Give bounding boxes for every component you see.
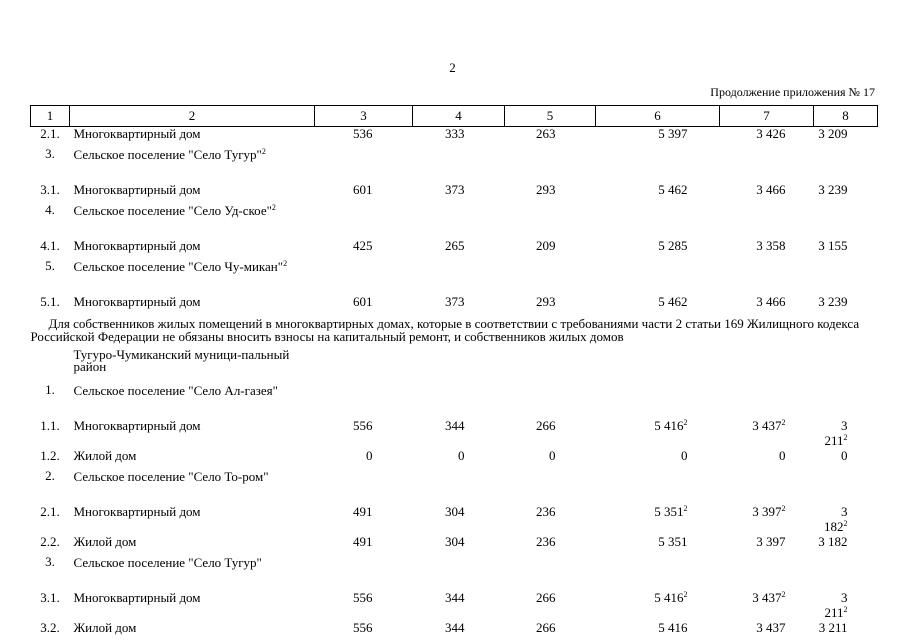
row-name <box>70 505 315 535</box>
table-row <box>31 295 878 315</box>
value-cell-8 <box>814 147 878 183</box>
row-name <box>70 449 315 469</box>
value-cell-7 <box>720 591 814 621</box>
value-cell-7 <box>720 419 814 449</box>
value-cell-3 <box>315 621 413 641</box>
row-name-text: Сельское поселение "Село Тугур" <box>73 147 262 162</box>
table-row <box>31 469 878 505</box>
value-cell-6 <box>596 591 720 621</box>
value-text: 3 358 <box>756 238 786 253</box>
value-text: 556 <box>353 589 373 605</box>
row-number-text: 3.1. <box>40 589 60 605</box>
value-text: 5 416 <box>658 619 688 635</box>
value-text: 3 397 <box>752 503 782 519</box>
row-name-text: Тугуро-Чумиканский муници-пальный район <box>73 347 290 374</box>
table-row <box>31 591 878 621</box>
value-cell-8 <box>814 469 878 505</box>
note-row <box>31 315 878 347</box>
value-cell-8 <box>814 621 878 641</box>
value-cell-3 <box>315 203 413 239</box>
value-text: 5 462 <box>658 294 688 309</box>
value-cell-6 <box>596 347 720 383</box>
value-cell-7 <box>720 383 814 419</box>
value-text: 304 <box>445 533 465 549</box>
footnote-marker: 2 <box>283 259 288 268</box>
value-cell-3 <box>315 347 413 383</box>
row-name-text: Многоквартирный дом <box>73 418 201 433</box>
value-cell-4 <box>413 203 505 239</box>
row-number <box>31 535 70 555</box>
value-cell-4 <box>413 419 505 449</box>
value-text: 0 <box>841 447 848 463</box>
row-number-text: 1. <box>45 382 55 397</box>
row-name <box>70 127 315 148</box>
table-note-section <box>31 315 878 347</box>
row-name-text: Многоквартирный дом <box>73 294 201 309</box>
row-number <box>31 147 70 183</box>
value-cell-3 <box>315 259 413 295</box>
row-name-text: Сельское поселение "Село То-ром" <box>73 468 269 484</box>
header-cell: 1 <box>31 106 70 127</box>
value-cell-7 <box>720 621 814 641</box>
footnote-marker: 2 <box>781 503 786 513</box>
value-text: 236 <box>536 533 556 549</box>
value-cell-6 <box>596 449 720 469</box>
value-cell-8 <box>814 591 878 621</box>
value-text: 266 <box>536 418 556 433</box>
row-number <box>31 239 70 259</box>
value-cell-3 <box>315 295 413 315</box>
row-name-text: Многоквартирный дом <box>73 238 201 253</box>
value-text: 344 <box>445 589 465 605</box>
row-number <box>31 203 70 239</box>
value-text: 3 466 <box>756 294 786 309</box>
value-cell-8 <box>814 127 878 148</box>
row-name-text: Многоквартирный дом <box>73 182 201 197</box>
row-number-text: 4.1. <box>40 238 60 253</box>
value-cell-8 <box>814 347 878 383</box>
value-cell-8 <box>814 203 878 239</box>
value-cell-6 <box>596 295 720 315</box>
value-cell-7 <box>720 259 814 295</box>
value-cell-4 <box>413 347 505 383</box>
value-cell-5 <box>505 449 596 469</box>
value-text: 3 437 <box>752 589 782 605</box>
value-text: 0 <box>549 447 556 463</box>
row-name <box>70 203 315 239</box>
table-row <box>31 203 878 239</box>
value-cell-7 <box>720 203 814 239</box>
value-cell-3 <box>315 147 413 183</box>
row-name <box>70 469 315 505</box>
value-cell-5 <box>505 469 596 505</box>
row-number-text: 3. <box>45 146 55 161</box>
value-text: 3 239 <box>818 294 848 309</box>
value-cell-4 <box>413 591 505 621</box>
value-cell-6 <box>596 147 720 183</box>
row-number-text: 1.1. <box>40 418 60 433</box>
value-text: 425 <box>353 238 373 253</box>
header-cell: 6 <box>596 106 720 127</box>
value-cell-7 <box>720 535 814 555</box>
value-cell-7 <box>720 469 814 505</box>
value-text: 344 <box>445 619 465 635</box>
value-cell-4 <box>413 555 505 591</box>
footnote-marker: 2 <box>683 589 688 599</box>
value-cell-6 <box>596 259 720 295</box>
value-text: 5 351 <box>658 533 688 549</box>
row-number <box>31 183 70 203</box>
value-cell-8 <box>814 555 878 591</box>
value-cell-7 <box>720 347 814 383</box>
page-number: 2 <box>449 60 456 75</box>
value-cell-3 <box>315 449 413 469</box>
row-number <box>31 419 70 449</box>
value-text: 5 416 <box>654 418 684 433</box>
footnote-marker: 2 <box>843 432 848 442</box>
value-cell-7 <box>720 449 814 469</box>
value-cell-6 <box>596 383 720 419</box>
value-text: 266 <box>536 589 556 605</box>
value-cell-6 <box>596 239 720 259</box>
row-name-text: Сельское поселение "Село Чу-микан" <box>73 259 284 274</box>
row-name-text: Сельское поселение "Село Уд-ское" <box>73 203 272 218</box>
table-body-section-a <box>31 127 878 316</box>
value-cell-6 <box>596 127 720 148</box>
value-cell-6 <box>596 505 720 535</box>
value-cell-5 <box>505 127 596 148</box>
footnote-marker: 2 <box>843 604 848 614</box>
row-name <box>70 147 315 183</box>
table-header <box>31 106 878 127</box>
row-number <box>31 555 70 591</box>
value-cell-6 <box>596 183 720 203</box>
value-cell-5 <box>505 383 596 419</box>
row-number-text: 3.1. <box>40 182 60 197</box>
header-cell: 5 <box>505 106 596 127</box>
value-cell-5 <box>505 419 596 449</box>
value-cell-8 <box>814 535 878 555</box>
value-text: 5 397 <box>658 126 688 141</box>
value-cell-5 <box>505 555 596 591</box>
row-number-text: 3. <box>45 553 55 569</box>
value-cell-3 <box>315 419 413 449</box>
value-text: 293 <box>536 182 556 197</box>
value-cell-4 <box>413 535 505 555</box>
value-cell-5 <box>505 347 596 383</box>
value-text: 491 <box>353 503 373 519</box>
value-text: 491 <box>353 533 373 549</box>
value-cell-4 <box>413 449 505 469</box>
value-cell-7 <box>720 239 814 259</box>
row-name <box>70 295 315 315</box>
value-text: 5 285 <box>658 238 688 253</box>
value-cell-5 <box>505 239 596 259</box>
row-number-text: 2.1. <box>40 503 60 519</box>
value-cell-4 <box>413 469 505 505</box>
value-text: 5 351 <box>654 503 684 519</box>
value-cell-8 <box>814 295 878 315</box>
value-text: 3 182 <box>818 533 848 549</box>
row-name-text: Сельское поселение "Село Ал-газея" <box>73 383 278 398</box>
value-text: 3 437 <box>752 418 782 433</box>
value-cell-5 <box>505 203 596 239</box>
value-text: 3 211 <box>824 418 848 448</box>
row-number-text: 3.2. <box>40 619 60 635</box>
header-cell: 7 <box>720 106 814 127</box>
value-cell-7 <box>720 505 814 535</box>
value-text: 3 155 <box>818 238 848 253</box>
header-cell: 2 <box>70 106 315 127</box>
row-name <box>70 419 315 449</box>
value-text: 373 <box>445 294 465 309</box>
table-row <box>31 505 878 535</box>
value-text: 556 <box>353 418 373 433</box>
footnote-marker: 2 <box>683 418 688 427</box>
value-cell-3 <box>315 591 413 621</box>
value-text: 293 <box>536 294 556 309</box>
value-cell-6 <box>596 621 720 641</box>
value-text: 3 437 <box>756 619 786 635</box>
table-row <box>31 259 878 295</box>
row-name <box>70 383 315 419</box>
row-number-text: 2.1. <box>40 126 60 141</box>
row-number <box>31 469 70 505</box>
row-number <box>31 127 70 148</box>
row-number <box>31 449 70 469</box>
footnote-marker: 2 <box>261 147 266 156</box>
value-text: 266 <box>536 619 556 635</box>
table-row <box>31 183 878 203</box>
row-name <box>70 347 315 383</box>
footnote-marker: 2 <box>683 503 688 513</box>
value-cell-4 <box>413 127 505 148</box>
value-cell-4 <box>413 295 505 315</box>
value-cell-5 <box>505 259 596 295</box>
header-row <box>31 106 878 127</box>
table-row <box>31 535 878 555</box>
row-number <box>31 259 70 295</box>
table-row <box>31 347 878 383</box>
value-text: 3 211 <box>824 589 848 620</box>
value-text: 0 <box>681 447 688 463</box>
row-number <box>31 347 70 383</box>
row-name <box>70 591 315 621</box>
row-name <box>70 259 315 295</box>
table-row <box>31 621 878 641</box>
value-text: 236 <box>536 503 556 519</box>
value-cell-4 <box>413 621 505 641</box>
row-number-text: 2. <box>45 467 55 483</box>
value-cell-4 <box>413 239 505 259</box>
row-name-text: Многоквартирный дом <box>73 503 201 519</box>
footnote-marker: 2 <box>781 418 786 427</box>
value-cell-3 <box>315 469 413 505</box>
row-name-text: Сельское поселение "Село Тугур" <box>73 554 262 570</box>
value-cell-4 <box>413 383 505 419</box>
table-row <box>31 239 878 259</box>
table-body-section-b <box>31 347 878 641</box>
footnote-marker: 2 <box>271 203 276 212</box>
value-cell-5 <box>505 505 596 535</box>
row-name-text: Многоквартирный дом <box>73 126 201 141</box>
row-number-text: 5. <box>45 258 55 273</box>
value-cell-4 <box>413 147 505 183</box>
value-text: 0 <box>366 447 373 463</box>
row-name-text: Жилой дом <box>73 533 137 549</box>
value-cell-6 <box>596 555 720 591</box>
value-cell-8 <box>814 239 878 259</box>
row-name <box>70 621 315 641</box>
row-name <box>70 183 315 203</box>
value-text: 304 <box>445 503 465 519</box>
value-cell-6 <box>596 419 720 449</box>
value-cell-4 <box>413 259 505 295</box>
row-name <box>70 239 315 259</box>
table-row <box>31 419 878 449</box>
header-cell: 3 <box>315 106 413 127</box>
value-cell-6 <box>596 469 720 505</box>
value-cell-4 <box>413 183 505 203</box>
row-name-text: Жилой дом <box>73 447 137 463</box>
footnote-marker: 2 <box>781 589 786 599</box>
row-number <box>31 505 70 535</box>
value-text: 0 <box>779 447 786 463</box>
value-cell-7 <box>720 555 814 591</box>
row-number-text: 2.2. <box>40 533 60 549</box>
value-cell-8 <box>814 449 878 469</box>
value-cell-3 <box>315 535 413 555</box>
value-text: 3 211 <box>818 619 848 635</box>
value-text: 209 <box>536 238 556 253</box>
table-row <box>31 147 878 183</box>
table-row <box>31 383 878 419</box>
value-text: 0 <box>458 447 465 463</box>
header-cell: 4 <box>413 106 505 127</box>
row-number <box>31 295 70 315</box>
value-text: 3 397 <box>756 533 786 549</box>
value-cell-8 <box>814 259 878 295</box>
value-cell-5 <box>505 295 596 315</box>
value-cell-4 <box>413 505 505 535</box>
value-cell-8 <box>814 419 878 449</box>
value-cell-7 <box>720 127 814 148</box>
value-text: 333 <box>445 126 465 141</box>
value-cell-8 <box>814 505 878 535</box>
row-number-text: 4. <box>45 202 55 217</box>
row-number <box>31 621 70 641</box>
value-cell-6 <box>596 203 720 239</box>
value-cell-5 <box>505 621 596 641</box>
value-cell-3 <box>315 555 413 591</box>
value-text: 3 209 <box>818 126 848 141</box>
value-text: 373 <box>445 182 465 197</box>
value-text: 5 462 <box>658 182 688 197</box>
value-text: 536 <box>353 126 373 141</box>
value-cell-5 <box>505 147 596 183</box>
table-row <box>31 555 878 591</box>
value-cell-7 <box>720 295 814 315</box>
value-cell-3 <box>315 383 413 419</box>
value-text: 601 <box>353 182 373 197</box>
table-row <box>31 127 878 148</box>
value-cell-3 <box>315 239 413 259</box>
footnote-marker: 2 <box>843 518 848 528</box>
row-name-text: Многоквартирный дом <box>73 589 201 605</box>
header-cell: 8 <box>814 106 878 127</box>
row-number-text: 5.1. <box>40 294 60 309</box>
value-text: 3 182 <box>824 503 848 534</box>
value-cell-5 <box>505 183 596 203</box>
tariff-table <box>30 105 878 641</box>
value-text: 3 466 <box>756 182 786 197</box>
value-cell-8 <box>814 183 878 203</box>
value-cell-7 <box>720 183 814 203</box>
value-cell-3 <box>315 127 413 148</box>
value-cell-7 <box>720 147 814 183</box>
value-text: 265 <box>445 238 465 253</box>
row-number-text: 1.2. <box>40 447 60 463</box>
value-text: 3 239 <box>818 182 848 197</box>
value-text: 601 <box>353 294 373 309</box>
value-cell-3 <box>315 505 413 535</box>
table-row <box>31 449 878 469</box>
row-name-text: Жилой дом <box>73 619 137 635</box>
section-note: Для собственников жилых помещений в многоквартирных домах, которые в соответствии с требованиями части 2 статьи 169 Жилищного кодекса Российской Федерации не обязаны вносить взносы на капитальный ремонт, и собственников жилых домов <box>30 316 860 344</box>
value-cell-3 <box>315 183 413 203</box>
value-text: 3 426 <box>756 126 786 141</box>
value-cell-5 <box>505 535 596 555</box>
value-text: 263 <box>536 126 556 141</box>
row-number <box>31 383 70 419</box>
row-number <box>31 591 70 621</box>
value-cell-5 <box>505 591 596 621</box>
value-cell-8 <box>814 383 878 419</box>
value-text: 5 416 <box>654 589 684 605</box>
row-name <box>70 555 315 591</box>
value-text: 556 <box>353 619 373 635</box>
value-cell-6 <box>596 535 720 555</box>
appendix-continuation-label: Продолжение приложения № 17 <box>710 85 875 99</box>
row-name <box>70 535 315 555</box>
value-text: 344 <box>445 418 465 433</box>
